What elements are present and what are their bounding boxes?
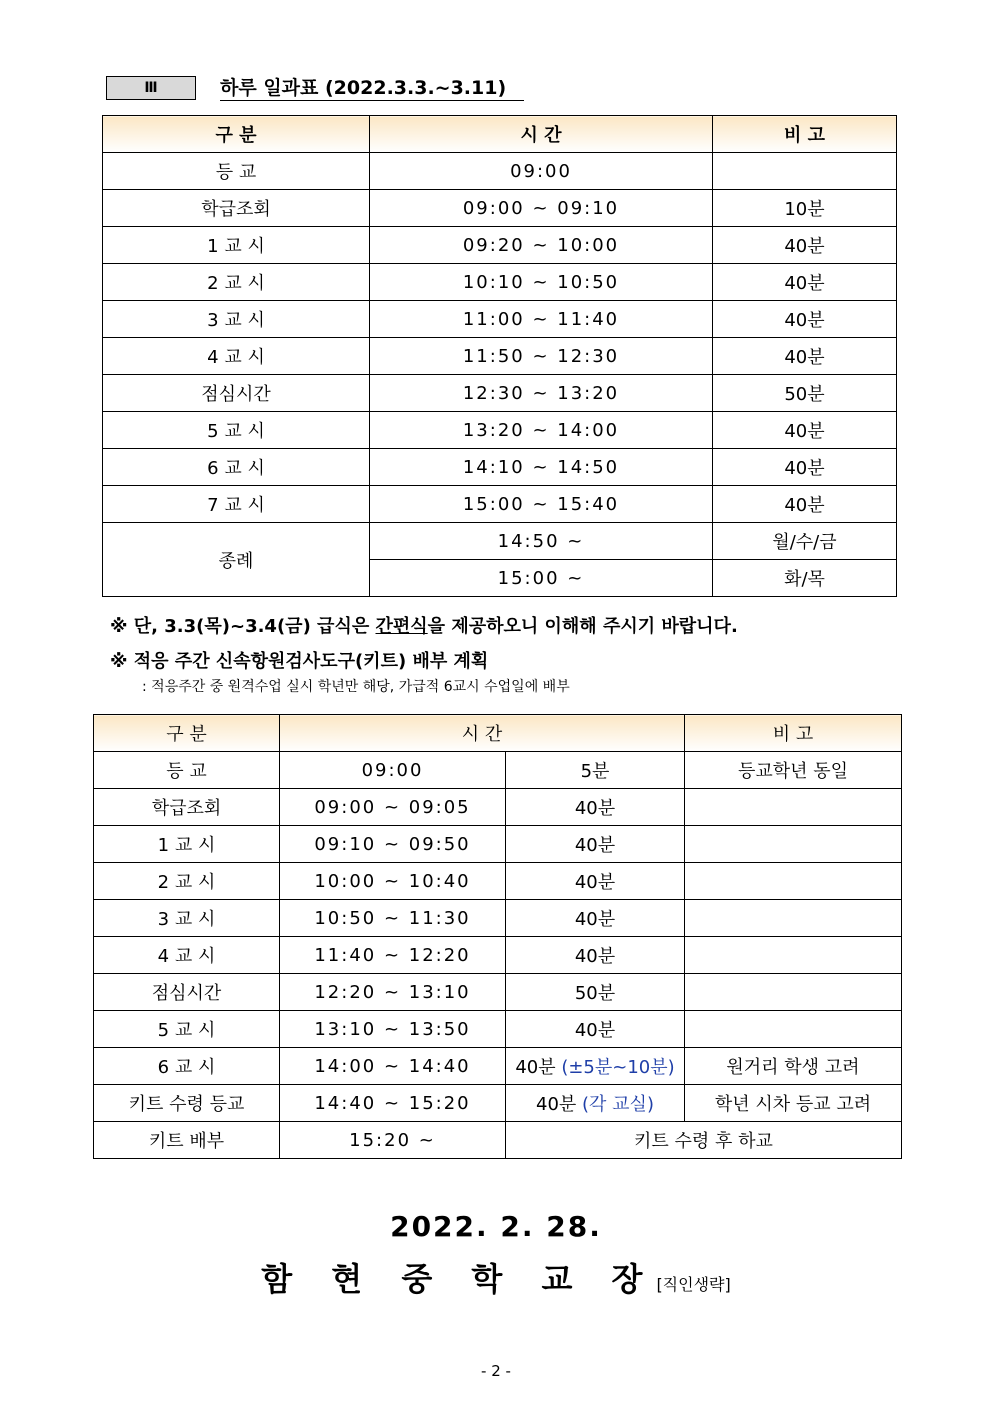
- section-title: 하루 일과표 (2022.3.3.~3.11): [220, 77, 507, 99]
- seal-note: [직인생략]: [656, 1275, 731, 1294]
- table-row: [94, 789, 902, 826]
- duration-value: 50분: [574, 983, 616, 1004]
- table-row: [94, 1048, 902, 1085]
- row-time: 15:00 ~ 15:40: [370, 486, 713, 523]
- duration-value: 5분: [580, 761, 610, 782]
- title-underline: [220, 100, 524, 101]
- table-row: [103, 301, 897, 338]
- row-duration: [506, 789, 685, 826]
- table-row: [103, 153, 897, 190]
- table-row: [94, 1085, 902, 1122]
- row-time: 14:10 ~ 14:50: [370, 449, 713, 486]
- header-time: 시 간: [280, 715, 685, 752]
- row-label: 키트 수령 등교: [94, 1085, 280, 1122]
- table-row: [103, 264, 897, 301]
- table-row: [103, 486, 897, 523]
- duration-value: 40분: [574, 946, 616, 967]
- document-date: 2022. 2. 28.: [390, 1210, 602, 1243]
- row-time: 12:30 ~ 13:20: [370, 375, 713, 412]
- header-note: 비 고: [713, 116, 897, 153]
- table-row: [103, 375, 897, 412]
- row-label: 등 교: [94, 752, 280, 789]
- duration-value: 40분: [574, 798, 616, 819]
- row-time: 14:00 ~ 14:40: [280, 1048, 506, 1085]
- row-label: 등 교: [103, 153, 370, 190]
- meal-note: [110, 612, 910, 642]
- row-duration: [506, 1085, 685, 1122]
- table-row: [103, 412, 897, 449]
- row-note: 40분: [713, 338, 897, 375]
- row-label: 점심시간: [94, 974, 280, 1011]
- row-label: 학급조회: [103, 190, 370, 227]
- row-note: [685, 1011, 902, 1048]
- row-time: 12:20 ~ 13:10: [280, 974, 506, 1011]
- meal-note-suffix: 을 제공하오니 이해해 주시기 바랍니다.: [427, 616, 738, 637]
- row-time: 09:00 ~ 09:05: [280, 789, 506, 826]
- meal-note-prefix: ※ 단, 3.3(목)~3.4(금) 급식은: [110, 616, 376, 637]
- kit-plan-heading: ※ 적응 주간 신속항원검사도구(키트) 배부 계획: [110, 651, 489, 672]
- kit-plan-subnote: : 적응주간 중 원격수업 실시 학년만 해당, 가급적 6교시 수업일에 배부: [142, 679, 570, 695]
- row-note: [713, 153, 897, 190]
- row-note: [685, 937, 902, 974]
- row-time: 11:40 ~ 12:20: [280, 937, 506, 974]
- row-time: 09:20 ~ 10:00: [370, 227, 713, 264]
- row-time: 10:50 ~ 11:30: [280, 900, 506, 937]
- row-time: 09:00 ~ 09:10: [370, 190, 713, 227]
- kit-schedule-table: [93, 714, 902, 1159]
- row-time: 11:00 ~ 11:40: [370, 301, 713, 338]
- table-row: [103, 449, 897, 486]
- row-merged-note: 키트 수령 후 하교: [506, 1122, 902, 1159]
- section-heading: [106, 76, 526, 102]
- row-label: 5 교 시: [103, 412, 370, 449]
- row-label: 1 교 시: [103, 227, 370, 264]
- duration-value: 40분: [536, 1094, 583, 1115]
- row-note: [685, 826, 902, 863]
- row-time: 11:50 ~ 12:30: [370, 338, 713, 375]
- row-note: [685, 900, 902, 937]
- table-row: [94, 752, 902, 789]
- row-label: 5 교 시: [94, 1011, 280, 1048]
- header-category: 구 분: [94, 715, 280, 752]
- closing-time: 14:50 ~: [370, 523, 713, 560]
- row-note: 40분: [713, 264, 897, 301]
- row-label: 3 교 시: [94, 900, 280, 937]
- table-row: [103, 190, 897, 227]
- kit-distribution-row: [94, 1122, 902, 1159]
- meal-note-underlined: 간편식: [375, 616, 428, 637]
- row-label: 키트 배부: [94, 1122, 280, 1159]
- row-label: 6 교 시: [94, 1048, 280, 1085]
- header-note: 비 고: [685, 715, 902, 752]
- page-number: - 2 -: [481, 1362, 511, 1380]
- row-time: 10:10 ~ 10:50: [370, 264, 713, 301]
- row-label: 1 교 시: [94, 826, 280, 863]
- row-label: 학급조회: [94, 789, 280, 826]
- table-row: [103, 227, 897, 264]
- table-header-row: [103, 116, 897, 153]
- table-row: [94, 974, 902, 1011]
- row-note: [685, 789, 902, 826]
- duration-value: 40분: [574, 835, 616, 856]
- table-header-row: [94, 715, 902, 752]
- closing-label: 종례: [103, 523, 370, 597]
- row-label: 4 교 시: [94, 937, 280, 974]
- table-row: [94, 937, 902, 974]
- row-time: 13:10 ~ 13:50: [280, 1011, 506, 1048]
- daily-schedule-table: [102, 115, 897, 597]
- notes-block: [110, 612, 910, 698]
- row-time: 14:40 ~ 15:20: [280, 1085, 506, 1122]
- row-duration: [506, 974, 685, 1011]
- closing-row: [103, 523, 897, 560]
- row-note: 10분: [713, 190, 897, 227]
- table-row: [94, 1011, 902, 1048]
- row-note: 40분: [713, 449, 897, 486]
- row-note: 40분: [713, 412, 897, 449]
- duration-value: 40분: [574, 872, 616, 893]
- row-label: 6 교 시: [103, 449, 370, 486]
- signer-block: [0, 1254, 992, 1300]
- closing-note: 월/수/금: [713, 523, 897, 560]
- row-label: 3 교 시: [103, 301, 370, 338]
- header-category: 구 분: [103, 116, 370, 153]
- row-time: 10:00 ~ 10:40: [280, 863, 506, 900]
- row-duration: [506, 826, 685, 863]
- table-row: [103, 338, 897, 375]
- table-row: [94, 863, 902, 900]
- row-duration: [506, 900, 685, 937]
- row-note: 40분: [713, 301, 897, 338]
- duration-extra: (각 교실): [582, 1094, 654, 1115]
- header-time: 시 간: [370, 116, 713, 153]
- row-duration: [506, 752, 685, 789]
- closing-time: 15:00 ~: [370, 560, 713, 597]
- row-time: 09:10 ~ 09:50: [280, 826, 506, 863]
- duration-extra: (±5분~10분): [561, 1057, 675, 1078]
- row-note: 50분: [713, 375, 897, 412]
- row-duration: [506, 937, 685, 974]
- row-label: 점심시간: [103, 375, 370, 412]
- row-time: 09:00: [280, 752, 506, 789]
- closing-note: 화/목: [713, 560, 897, 597]
- row-label: 4 교 시: [103, 338, 370, 375]
- row-label: 2 교 시: [94, 863, 280, 900]
- row-note: 학년 시차 등교 고려: [685, 1085, 902, 1122]
- row-note: 원거리 학생 고려: [685, 1048, 902, 1085]
- signer-name: 함 현 중 학 교 장: [261, 1260, 657, 1298]
- section-number-box: Ⅲ: [106, 76, 196, 100]
- row-duration: [506, 863, 685, 900]
- duration-value: 40분: [574, 1020, 616, 1041]
- row-time: 15:20 ~: [280, 1122, 506, 1159]
- row-label: 2 교 시: [103, 264, 370, 301]
- row-label: 7 교 시: [103, 486, 370, 523]
- duration-value: 40분: [515, 1057, 562, 1078]
- duration-value: 40분: [574, 909, 616, 930]
- row-note: 40분: [713, 486, 897, 523]
- table-row: [94, 826, 902, 863]
- row-duration: [506, 1011, 685, 1048]
- row-note: [685, 974, 902, 1011]
- row-time: 13:20 ~ 14:00: [370, 412, 713, 449]
- row-note: 40분: [713, 227, 897, 264]
- table-row: [94, 900, 902, 937]
- row-note: 등교학년 동일: [685, 752, 902, 789]
- row-note: [685, 863, 902, 900]
- row-time: 09:00: [370, 153, 713, 190]
- row-duration: [506, 1048, 685, 1085]
